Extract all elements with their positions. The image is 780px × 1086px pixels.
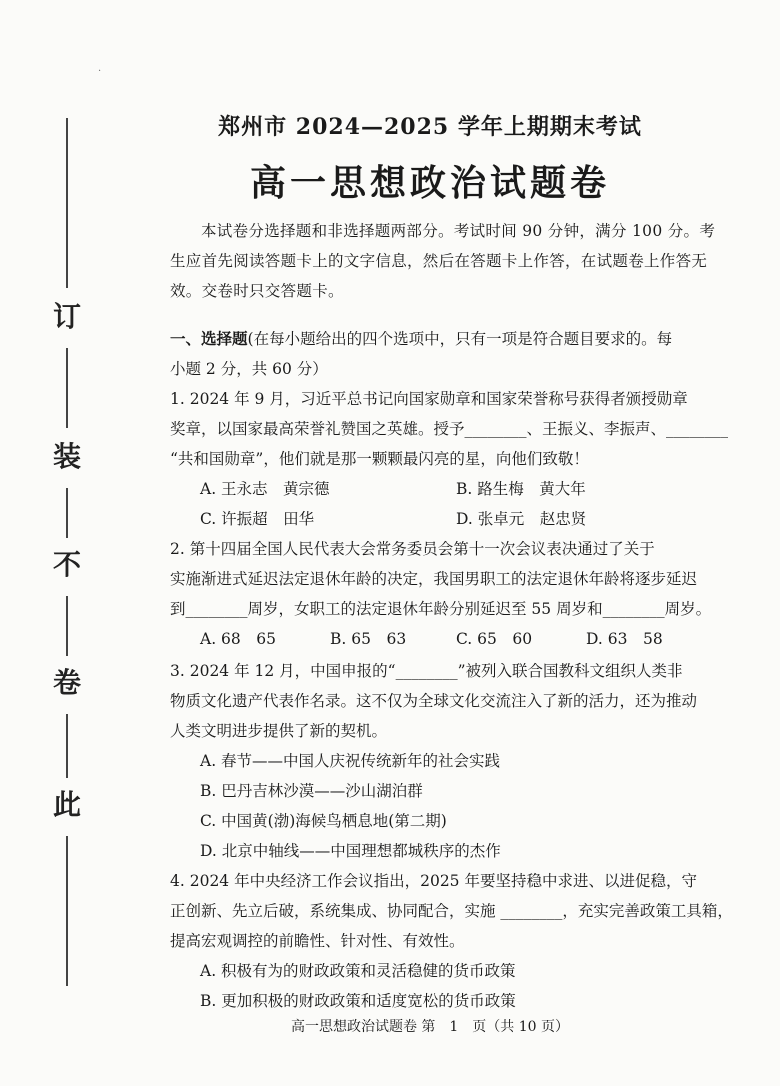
question-2-option-c: C. 65 60 [456,630,533,648]
question-2-option-b: B. 65 63 [330,630,407,648]
question-3-option-a: A. 春节——中国人庆祝传统新年的社会实践 [200,752,501,770]
instructions: 本试卷分选择题和非选择题两部分。考试时间 90 分钟，满分 100 分。考生应首先阅读答题卡上的文字信息，然后在答题卡上作答，在试题卷上作答无效。交卷时只交答题卡。 [170,222,716,300]
binding-line [66,596,68,656]
question-4-option-b: B. 更加积极的财政政策和适度宽松的货币政策 [200,992,516,1010]
question-2-line: 到________周岁，女职工的法定退休年龄分别延迟至 55 周岁和________周岁。 [170,600,712,618]
section-description-cont: 小题 2 分，共 60 分） [170,360,328,378]
question-1-option-c: C. 许振超 田华 [200,510,315,528]
margin-dot: · [98,66,102,77]
binding-line [66,488,68,538]
binding-char: 订 [52,300,81,333]
binding-line [66,836,68,986]
question-1-line: 奖章，以国家最高荣誉礼赞国之英雄。授予________、王振义、李振声、________ [170,420,729,438]
binding-line [66,118,68,288]
question-4-line: 正创新、先立后破，系统集成、协同配合，实施 ________，充实完善政策工具箱， [170,902,733,920]
question-3-option-d: D. 北京中轴线——中国理想都城秩序的杰作 [200,842,501,860]
binding-char: 装 [52,440,81,473]
question-1-option-b: B. 路生梅 黄大年 [456,480,586,498]
page-footer: 高一思想政治试题卷 第 1 页（共 10 页） [290,1019,570,1035]
question-2-option-a: A. 68 65 [200,630,276,648]
exam-title: 高一思想政治试题卷 [249,162,610,204]
question-1-option-a: A. 王永志 黄宗德 [200,480,330,498]
question-1-line: 1. 2024 年 9 月，习近平总书记向国家勋章和国家荣誉称号获得者颁授勋章 [170,390,688,408]
question-3-option-b: B. 巴丹吉林沙漠——沙山湖泊群 [200,782,423,800]
question-3-line: 3. 2024 年 12 月，中国申报的“________”被列入联合国教科文组织人类非 [170,662,683,680]
exam-subtitle: 郑州市 2024—2025 学年上期期末考试 [218,114,642,140]
binding-char: 卷 [52,666,81,699]
question-2-line: 2. 第十四届全国人民代表大会常务委员会第十一次会议表决通过了关于 [170,540,655,558]
question-3-option-c: C. 中国黄(渤)海候鸟栖息地(第二期) [200,812,447,830]
binding-line [66,714,68,778]
question-4-option-a: A. 积极有为的财政政策和灵活稳健的货币政策 [200,962,516,980]
question-1-line: “共和国勋章”，他们就是那一颗颗最闪亮的星，向他们致敬！ [170,450,589,468]
section-heading [170,324,672,354]
question-4-line: 提高宏观调控的前瞻性、针对性、有效性。 [170,932,465,950]
question-2-line: 实施渐进式延迟法定退休年龄的决定，我国男职工的法定退休年龄将逐步延迟 [170,570,698,588]
binding-char: 此 [52,788,81,821]
section-title: 一、选择题 [170,329,248,348]
question-3-line: 物质文化遗产代表作名录。这不仅为全球文化交流注入了新的活力，还为推动 [170,692,698,710]
section-description: (在每小题给出的四个选项中，只有一项是符合题目要求的。每 [247,330,673,348]
binding-char: 不 [52,548,81,581]
question-4-line: 4. 2024 年中央经济工作会议指出，2025 年要坚持稳中求进、以进促稳，守 [170,872,697,890]
question-1-option-d: D. 张卓元 赵忠贤 [456,510,587,528]
question-2-option-d: D. 63 58 [586,630,663,648]
question-3-line: 人类文明进步提供了新的契机。 [170,722,388,740]
binding-line [66,348,68,428]
